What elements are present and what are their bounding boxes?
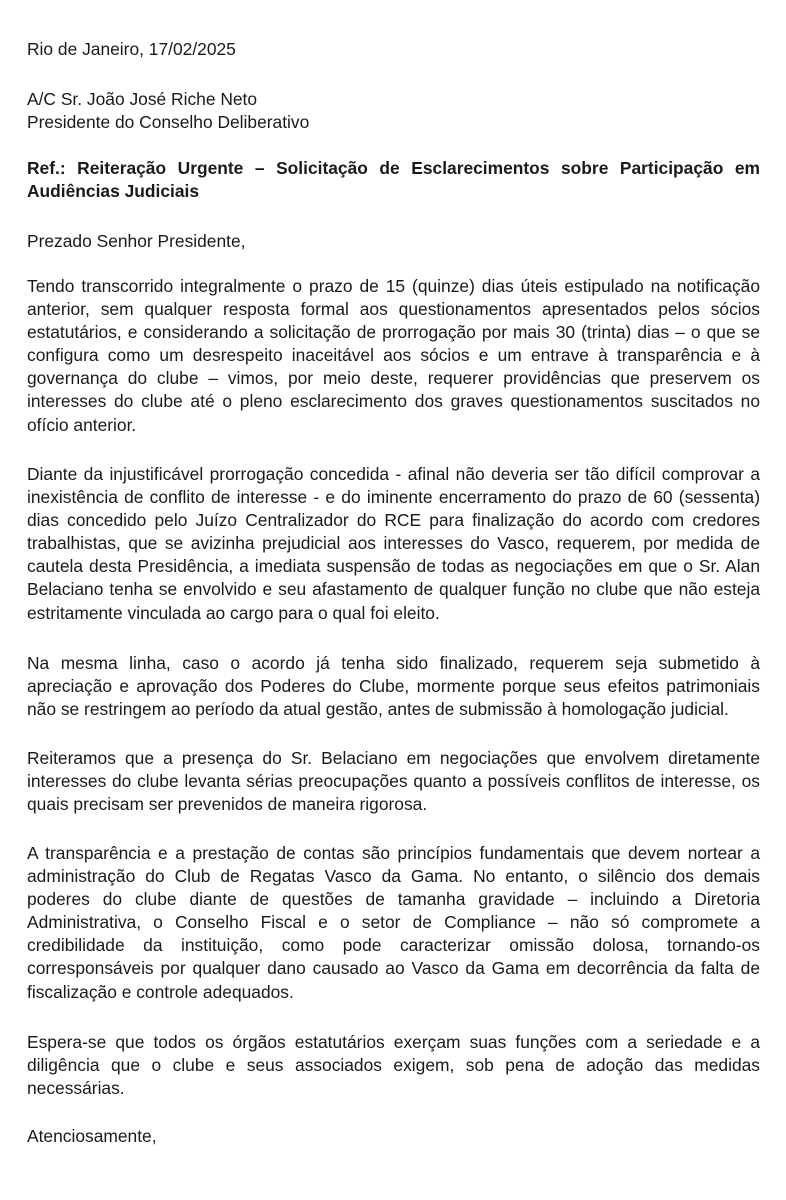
paragraph-1: Tendo transcorrido integralmente o prazo de 15 (quinze) dias úteis estipulado na notificação anterior, sem qualquer resposta formal aos questionamentos apresentados pelos sócios estatutários, e considerando a solicitação de prorrogação por mais 30 (trinta) dias – o que se configura como um desrespeito inaceitável aos sócios e um entrave à transparência e à governança do clube – vimos, por meio deste, requerer providências que preservem os interesses do clube até o pleno esclarecimento dos graves questionamentos suscitados no ofício anterior. <box>27 276 760 435</box>
paragraph-2: Diante da injustificável prorrogação concedida - afinal não deveria ser tão difícil comprovar a inexistência de conflito de interesse - e do iminente encerramento do prazo de 60 (sessenta) dias concedido pelo Juízo Centralizador do RCE para finalização do acordo com credores trabalhistas, que se avizinha prejudicial aos interesses do Vasco, requerem, por medida de cautela desta Presidência, a imediata suspensão de todas as negociações em que o Sr. Alan Belaciano tenha se envolvido e seu afastamento de qualquer função no clube que não esteja estritamente vinculada ao cargo para o qual foi eleito. <box>27 464 760 623</box>
paragraph-4: Reiteramos que a presença do Sr. Belaciano em negociações que envolvem diretamente interesses do clube levanta sérias preocupações quanto a possíveis conflitos de interesse, os quais precisam ser prevenidos de maneira rigorosa. <box>27 748 760 815</box>
greeting: Prezado Senhor Presidente, <box>27 231 246 251</box>
paragraph-5: A transparência e a prestação de contas são princípios fundamentais que devem nortear a administração do Club de Regatas Vasco da Gama. No entanto, o silêncio dos demais poderes do clube diante de questões de tamanha gravidade – incluindo a Diretoria Administrativa, o Conselho Fiscal e o setor de Compliance – não só compromete a credibilidade da instituição, como pode caracterizar omissão dolosa, tornando-os corresponsáveis por qualquer dano causado ao Vasco da Gama em decorrência da falta de fiscalização e controle adequados. <box>27 843 760 1002</box>
date-line: Rio de Janeiro, 17/02/2025 <box>27 39 236 59</box>
paragraph-3: Na mesma linha, caso o acordo já tenha sido finalizado, requerem seja submetido à apreciação e aprovação dos Poderes do Clube, mormente porque seus efeitos patrimoniais não se restringem ao período da atual gestão, antes de submissão à homologação judicial. <box>27 653 760 720</box>
recipient-name: A/C Sr. João José Riche Neto <box>27 89 258 109</box>
paragraph-6: Espera-se que todos os órgãos estatutários exerçam suas funções com a seriedade e a diligência que o clube e seus associados exigem, sob pena de adoção das medidas necessárias. <box>27 1032 760 1099</box>
reference-heading: Ref.: Reiteração Urgente – Solicitação de Esclarecimentos sobre Participação em Audiências Judiciais <box>27 158 760 201</box>
letter-page <box>27 0 760 1200</box>
closing: Atenciosamente, <box>27 1126 157 1146</box>
recipient-title: Presidente do Conselho Deliberativo <box>27 112 310 132</box>
